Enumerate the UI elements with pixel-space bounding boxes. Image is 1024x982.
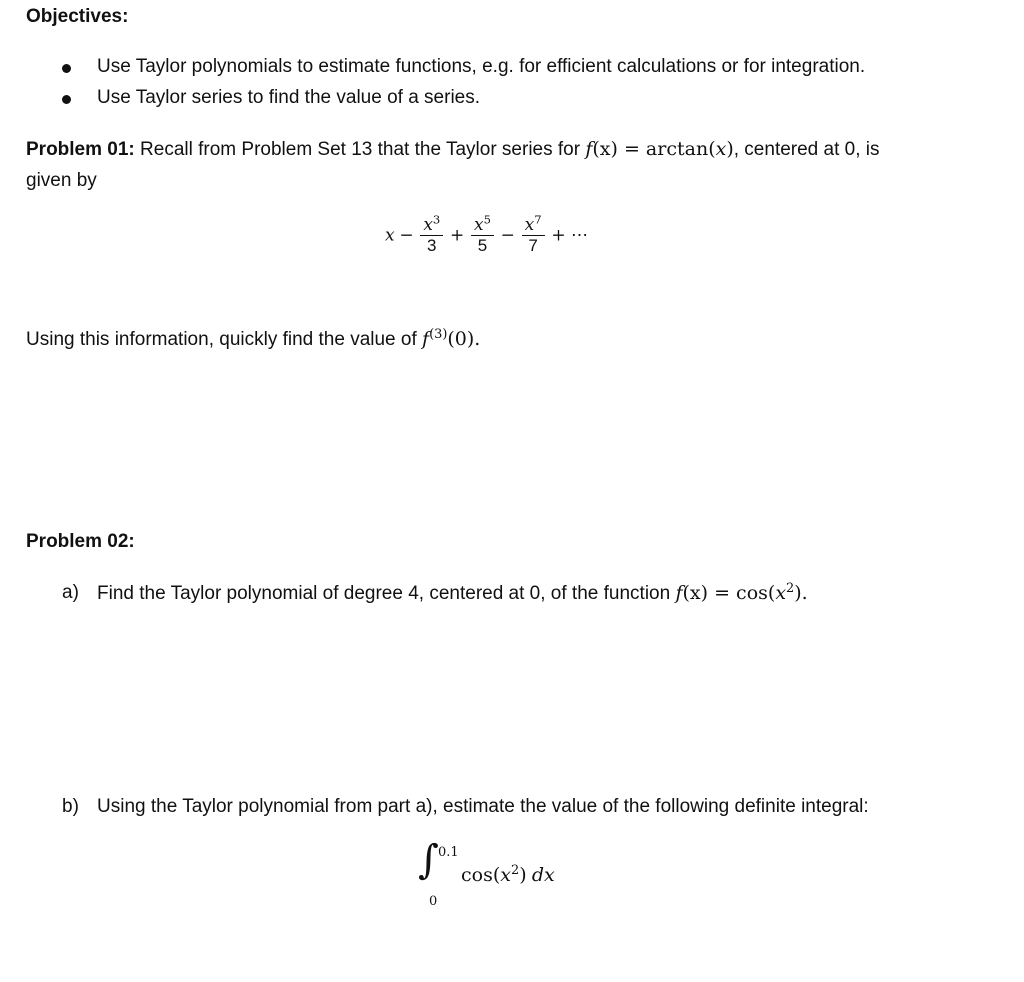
problem01-arg: (x) — [592, 138, 618, 160]
problem01-intro: Recall from Problem Set 13 that the Taylor series for — [140, 139, 581, 160]
integral-lower-limit: 0 — [429, 894, 438, 909]
problem01-x: x — [715, 138, 727, 160]
series-term-1-exp: 3 — [432, 212, 441, 227]
series-term-2-exp: 5 — [483, 212, 491, 227]
integral-dx: dx — [531, 864, 555, 886]
bullet-2 — [62, 95, 71, 104]
series-term-1-num: x — [423, 215, 433, 235]
problem01-label: Problem 01: — [26, 139, 135, 160]
series-minus-2: − — [500, 225, 515, 246]
problem01-equals: = arctan( — [617, 138, 716, 160]
integral-body — [461, 864, 555, 888]
series-term-3-num: x — [524, 215, 535, 235]
integral-body-cos: cos( — [461, 864, 501, 886]
problem02-part-a-f: f — [675, 582, 683, 604]
problem01-f: f — [585, 138, 593, 160]
problem01-question — [26, 328, 480, 352]
series-term-3-den: 7 — [522, 235, 545, 256]
series-term-2 — [471, 212, 494, 255]
problem01-line2: given by — [26, 170, 97, 191]
problem01-statement — [26, 138, 880, 162]
integral-body-exp: 2 — [510, 862, 520, 878]
problem01-question-exp: (3) — [429, 326, 448, 342]
series-term-2-num: x — [473, 215, 484, 235]
problem01-question-arg: (0). — [447, 328, 481, 350]
series-term-3-exp: 7 — [534, 212, 542, 227]
problem02-part-a-exp: 2 — [786, 580, 795, 596]
problem02-part-a-eq: = cos( — [708, 582, 776, 604]
problem02-part-a-arg: (x) — [682, 582, 709, 604]
integral-upper-limit: 0.1 — [438, 845, 459, 860]
problem02-part-b-label: b) — [62, 796, 79, 817]
series-term-2-den: 5 — [471, 235, 494, 256]
problem01-intro-tail: , centered at 0, is — [733, 139, 880, 160]
series-plus-1: + — [450, 225, 465, 246]
problem02-part-a-close: ). — [794, 582, 808, 604]
integral-sign: ∫ — [418, 837, 439, 883]
problem02-part-a-text: Find the Taylor polynomial of degree 4, centered at 0, of the function — [97, 583, 671, 604]
series-x: x — [385, 225, 395, 246]
integral-body-close: ) — [519, 864, 527, 886]
bullet-1 — [62, 64, 71, 73]
series-term-3 — [522, 212, 545, 255]
series-ellipsis: + ⋯ — [551, 225, 588, 246]
objective-item-2: Use Taylor series to find the value of a series. — [97, 87, 481, 108]
series-minus-1: − — [399, 225, 414, 246]
problem01-question-f: f — [422, 328, 430, 350]
integral-body-x: x — [500, 864, 511, 886]
series-term-1 — [420, 212, 443, 255]
arctan-series — [385, 212, 588, 255]
problem01-question-text: Using this information, quickly find the value of — [26, 329, 417, 350]
problem02-part-b-text: Using the Taylor polynomial from part a), estimate the value of the following definite integral: — [97, 796, 869, 817]
problem02-part-a — [97, 582, 808, 606]
problem02-part-a-x: x — [775, 582, 787, 604]
problem02-part-a-label: a) — [62, 582, 79, 603]
problem01-close: ) — [726, 138, 734, 160]
problem02-label: Problem 02: — [26, 531, 135, 552]
series-term-1-den: 3 — [420, 235, 443, 256]
objectives-heading: Objectives: — [26, 6, 129, 27]
objective-item-1: Use Taylor polynomials to estimate functions, e.g. for efficient calculations or for integration. — [97, 56, 866, 77]
